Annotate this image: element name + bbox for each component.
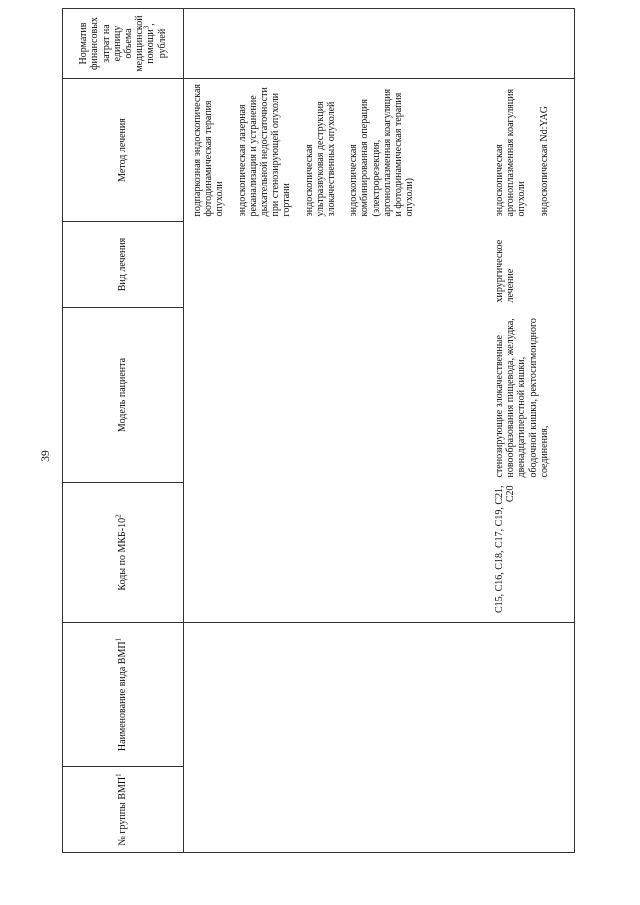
- vmp-table: [62, 8, 575, 853]
- header-mkb: Коды по МКБ-$10^2$: [63, 483, 184, 623]
- rotated-page-content: [62, 15, 582, 853]
- patient-model: стенозирующие злокачественные новообразования пищевода, желудка, двенадцатиперстной кишки, ободочной кишки, ректосигмоидного соединения,: [494, 318, 550, 478]
- method-item: эндоскопическая аргоноплазменная коагуляция опухоли: [494, 88, 528, 217]
- model-cell: [184, 308, 575, 483]
- name-cell: [184, 623, 575, 767]
- header-name: Наименование вида ВМП$^1$: [63, 623, 184, 767]
- method-item: эндоскопическая комбинированная операция (электрорезекция, аргоноплазменная коагуляция и фотодинамическая терапия опухоли): [348, 88, 416, 217]
- group-cell: [184, 767, 575, 853]
- cost-cell: [184, 9, 575, 79]
- method-cell: [184, 79, 575, 222]
- mkb-cell: [184, 483, 575, 623]
- method-item: эндоскопическая ультразвуковая деструкция злокачественных опухолей: [303, 101, 338, 217]
- header-row: [63, 9, 184, 853]
- table-row: [184, 9, 575, 853]
- header-kind: Вид лечения: [63, 222, 184, 308]
- page-number: 39: [40, 450, 52, 462]
- method-item: подпаркозная эндоскопическая фотодинамическая терапия опухоли: [192, 83, 226, 217]
- method-item: эндоскопическая Nd:YAG: [538, 106, 550, 217]
- mkb-codes: C15, C16, C18, C17, C19, C21, C20: [494, 485, 517, 614]
- method-item: эндоскопическая лазерная реканализация и устранение дыхательной недостаточности при стенозирующей опухоли гортани: [236, 87, 293, 217]
- header-model: Модель пациента: [63, 308, 184, 483]
- upper-methods: [184, 79, 490, 222]
- header-method: Метод лечения: [63, 79, 184, 222]
- kind-cell: [184, 222, 575, 308]
- header-group: № группы ВМП$^1$: [63, 767, 184, 853]
- header-cost: Норматив финансовых затрат на единицу объема медицинской помощи$^3$, рублей: [63, 9, 184, 79]
- treatment-kind: хирургическое лечение: [494, 239, 517, 303]
- lower-methods: [490, 79, 550, 222]
